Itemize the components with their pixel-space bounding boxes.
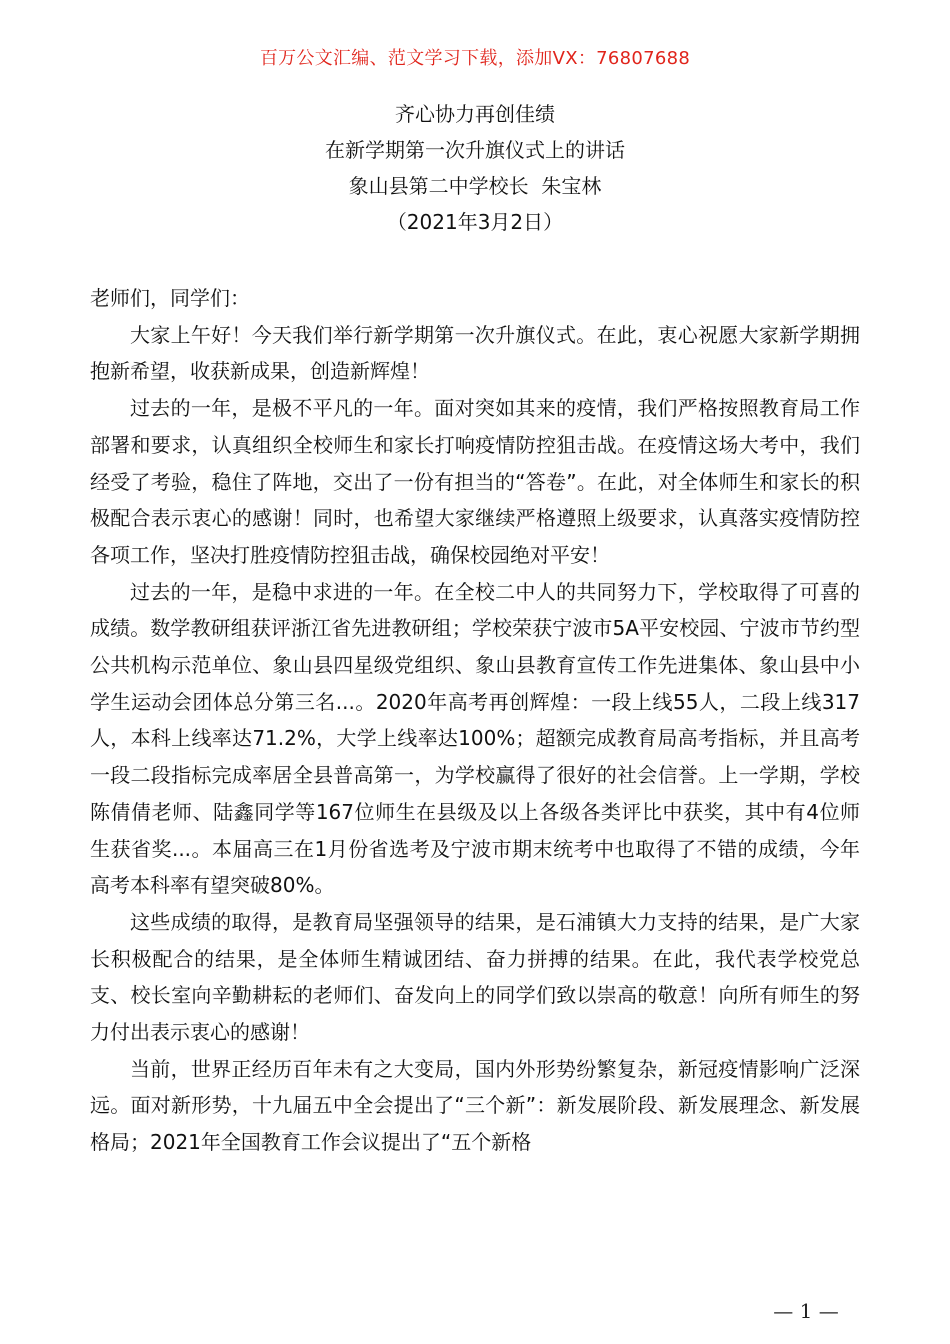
paragraph-greeting: 大家上午好！今天我们举行新学期第一次升旗仪式。在此，衷心祝愿大家新学期拥抱新希望，收获新成果，创造新辉煌！ — [90, 322, 860, 384]
document-title: 齐心协力再创佳绩 — [395, 102, 555, 126]
paragraph-current-situation: 当前，世界正经历百年未有之大变局，国内外形势纷繁复杂，新冠疫情影响广泛深远。面对新形势，十九届五中全会提出了“三个新”：新发展阶段、新发展理念、新发展格局；2021年全国教育工作会议提出了“五个新格 — [90, 1056, 860, 1155]
speech-body — [90, 280, 860, 1161]
document-author: 象山县第二中学校长 朱宝林 — [348, 174, 602, 198]
document-date: （2021年3月2日） — [386, 210, 564, 234]
paragraph-achievements: 过去的一年，是稳中求进的一年。在全校二中人的共同努力下，学校取得了可喜的成绩。数学教研组获评浙江省先进教研组；学校荣获宁波市5A平安校园、宁波市节约型公共机构示范单位、象山县四星级党组织、象山县教育宣传工作先进集体、象山县中小学生运动会团体总分第三名...。2020年高考再创辉煌：一段上线55人，二段上线317人，本科上线率达71.2%，大学上线率达100%；超额完成教育局高考指标，并且高考一段二段指标完成率居全县普高第一，为学校赢得了很好的社会信誉。上一学期，学校陈倩倩老师、陆鑫同学等167位师生在县级及以上各级各类评比中获奖，其中有4位师生获省奖...。本届高三在1月份省选考及宁波市期末统考中也取得了不错的成绩，今年高考本科率有望突破80%。 — [90, 579, 860, 898]
paragraph-pandemic: 过去的一年，是极不平凡的一年。面对突如其来的疫情，我们严格按照教育局工作部署和要求，认真组织全校师生和家长打响疫情防控狙击战。在疫情这场大考中，我们经受了考验，稳住了阵地，交出了一份有担当的“答卷”。在此，对全体师生和家长的积极配合表示衷心的感谢！同时，也希望大家继续严格遵照上级要求，认真落实疫情防控各项工作，坚决打胜疫情防控狙击战，确保校园绝对平安！ — [90, 396, 860, 567]
watermark-banner: 百万公文汇编、范文学习下载，添加VX：76807688 — [259, 48, 691, 69]
paragraph-thanks: 这些成绩的取得，是教育局坚强领导的结果，是石浦镇大力支持的结果，是广大家长积极配合的结果，是全体师生精诚团结、奋力拼搏的结果。在此，我代表学校党总支、校长室向辛勤耕耘的老师们、奋发向上的同学们致以崇高的敬意！向所有师生的努力付出表示衷心的感谢！ — [90, 909, 860, 1045]
salutation: 老师们，同学们： — [90, 286, 250, 310]
page-number: — 1 — — [773, 1299, 839, 1323]
document-subtitle: 在新学期第一次升旗仪式上的讲话 — [325, 138, 625, 162]
document-heading — [0, 96, 950, 240]
